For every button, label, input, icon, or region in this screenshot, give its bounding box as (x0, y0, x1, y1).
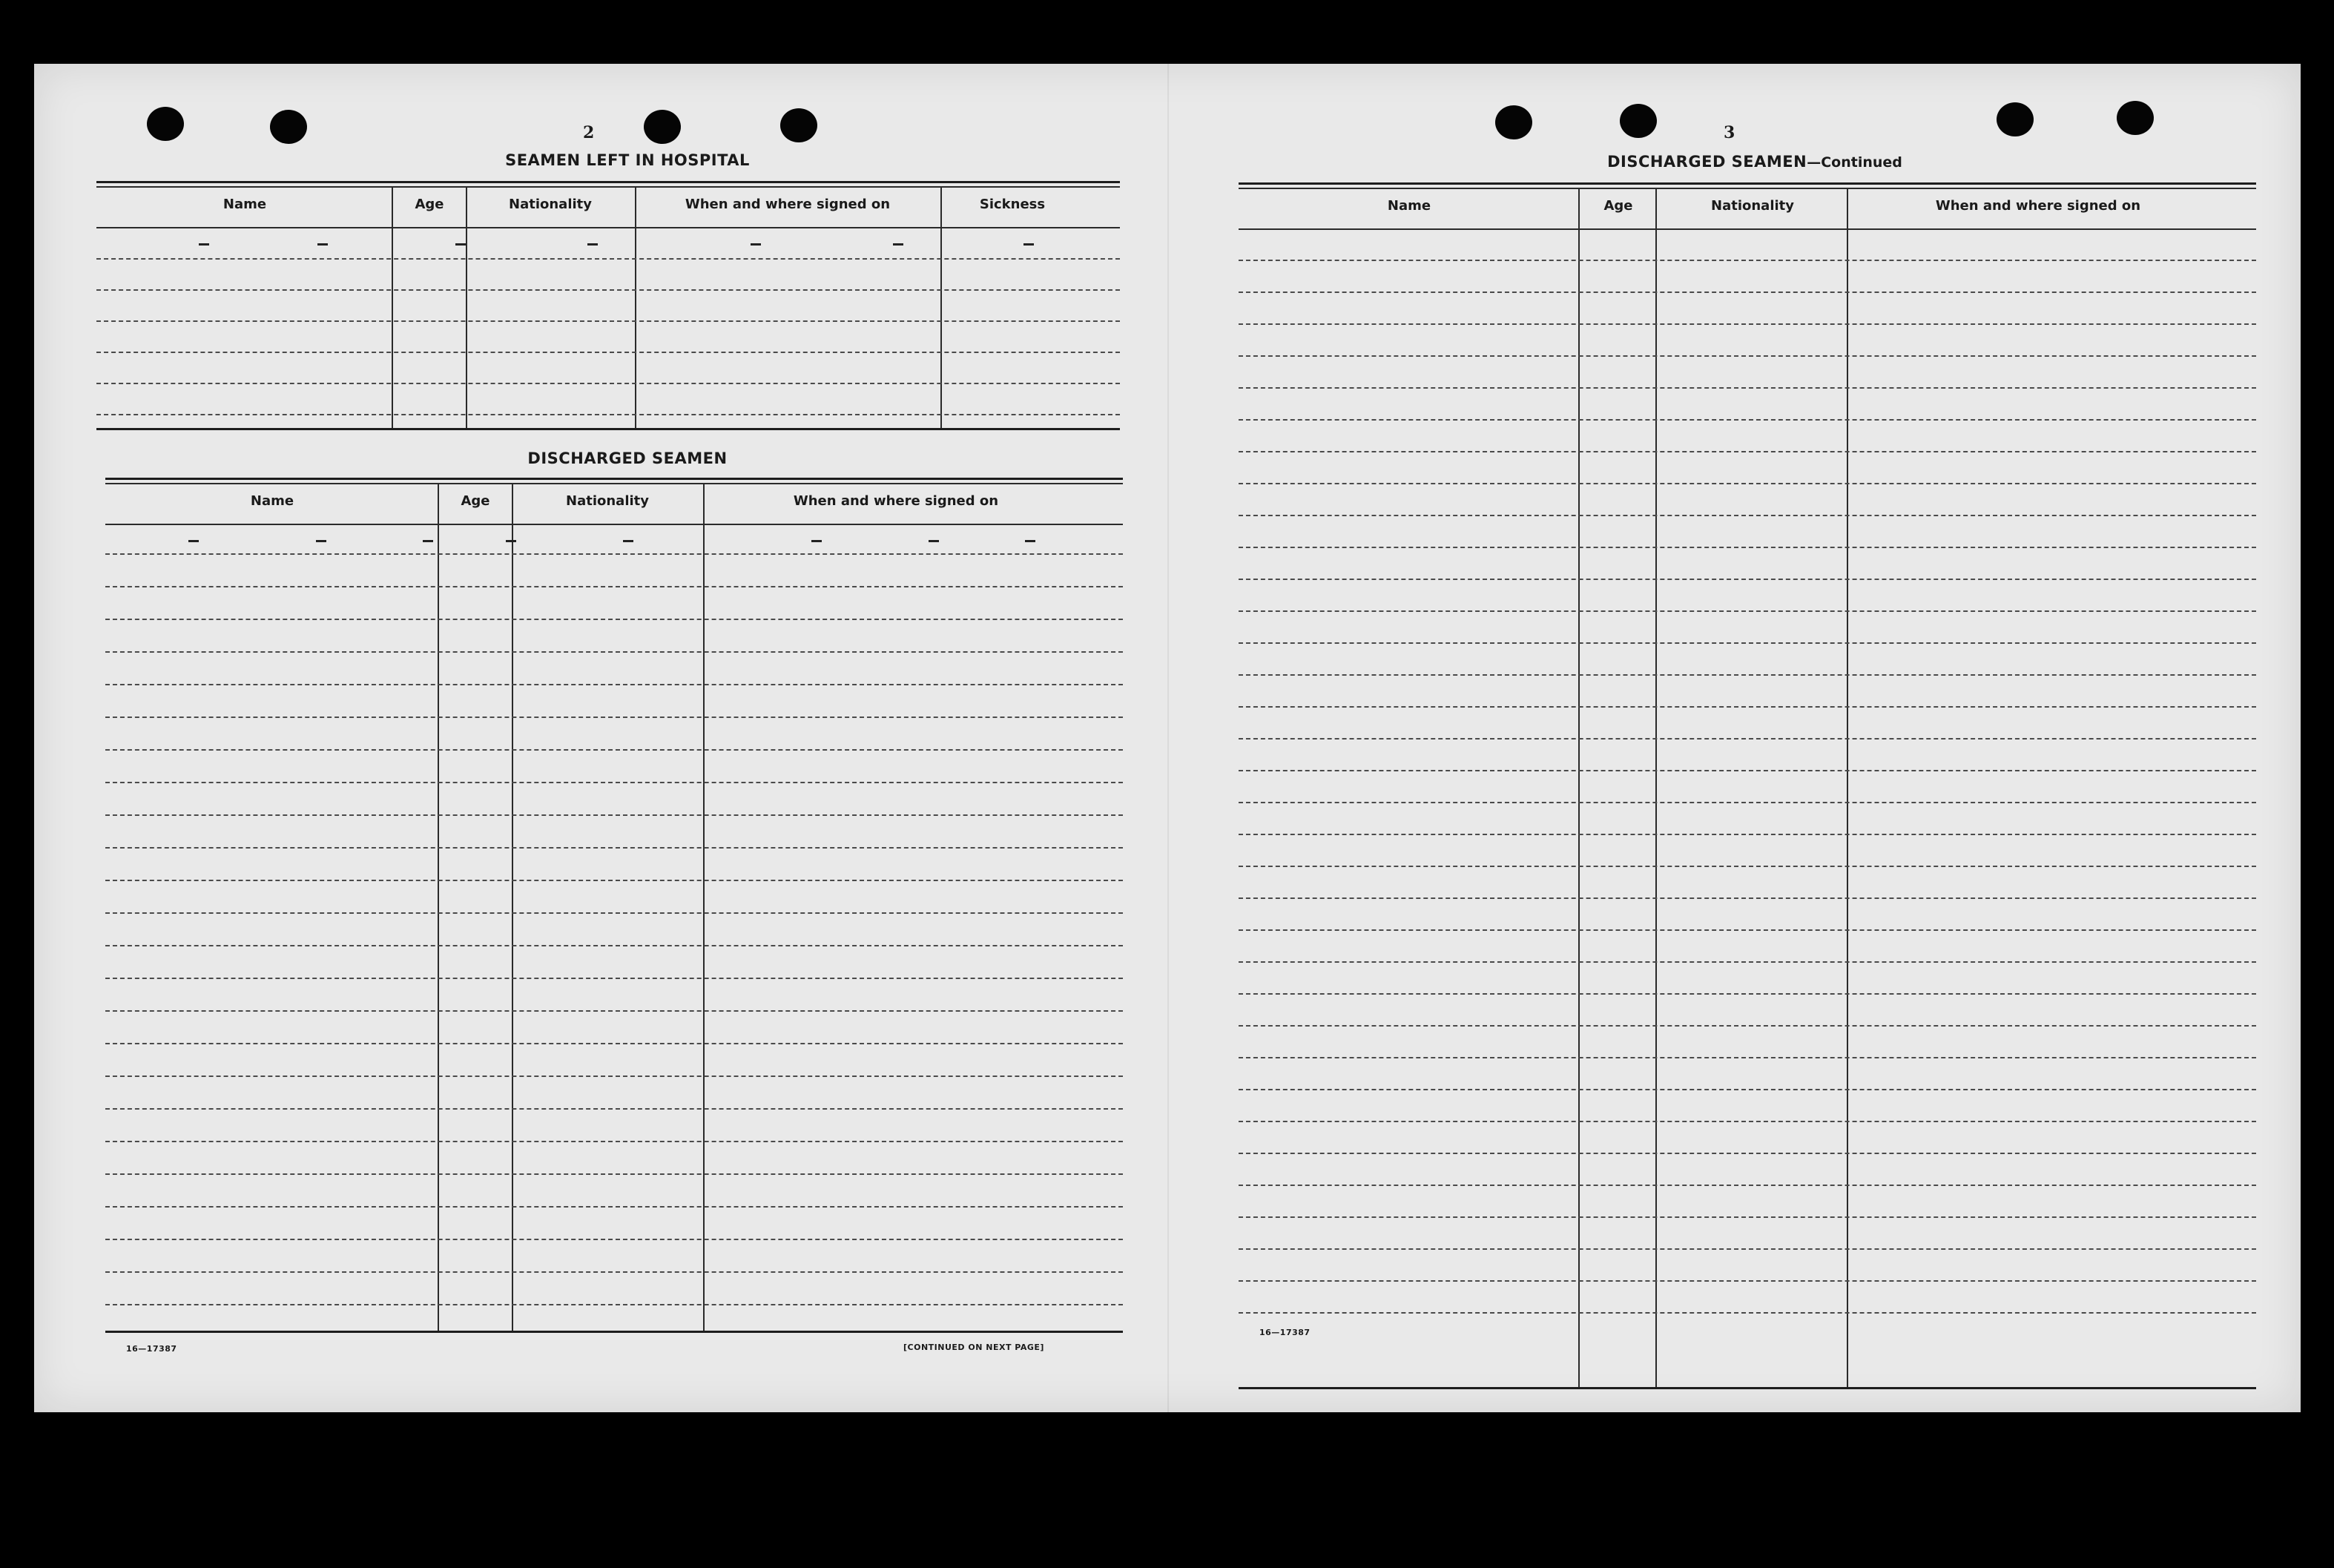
table-row (105, 1141, 1123, 1142)
table-row (1239, 1089, 2256, 1090)
page-fold (1167, 64, 1169, 1412)
table-row (1239, 802, 2256, 803)
hospital-header-signed-on: When and where signed on (685, 196, 891, 212)
table-row (105, 1075, 1123, 1077)
table-row (105, 1010, 1123, 1012)
table-row (105, 978, 1123, 979)
table-row (105, 586, 1123, 587)
table-row (1239, 1312, 2256, 1314)
table-row (1239, 929, 2256, 931)
ditto-mark (188, 540, 199, 542)
discharged-continued-title-main: DISCHARGED SEAMEN (1607, 153, 1807, 171)
discharged-section-title: DISCHARGED SEAMEN (527, 449, 728, 467)
table-row (105, 684, 1123, 685)
continued-header-name: Name (1387, 197, 1431, 214)
table-row (105, 912, 1123, 914)
ditto-mark (506, 540, 516, 542)
ditto-mark (317, 243, 328, 246)
punch-hole (1495, 105, 1532, 139)
ditto-mark (811, 540, 822, 542)
discharged-continued-title (1517, 153, 1992, 171)
table-row (105, 1304, 1123, 1305)
table-row (96, 383, 1120, 384)
table-row (1239, 993, 2256, 995)
table-row (1239, 738, 2256, 739)
continued-header-signed-on: When and where signed on (1935, 197, 2141, 214)
ditto-mark (893, 243, 903, 246)
document-sheet (34, 64, 2301, 1412)
table-row (96, 289, 1120, 291)
table-row (1239, 770, 2256, 771)
table-row (1239, 1057, 2256, 1058)
table-row (105, 1239, 1123, 1240)
ditto-mark (455, 243, 466, 246)
table-row (105, 847, 1123, 849)
continued-header-nationality: Nationality (1711, 197, 1794, 214)
table-row (96, 352, 1120, 353)
table-row (1239, 547, 2256, 548)
table-row (105, 749, 1123, 751)
ditto-mark (423, 540, 433, 542)
table-row (105, 782, 1123, 783)
ditto-mark (199, 243, 209, 246)
table-row (1239, 897, 2256, 899)
ditto-mark (1025, 540, 1035, 542)
table-row (1239, 1025, 2256, 1027)
table-row (1239, 451, 2256, 452)
punch-hole (147, 107, 184, 141)
table-row (105, 651, 1123, 653)
punch-hole (1997, 102, 2034, 136)
ditto-mark (587, 243, 598, 246)
table-row (1239, 706, 2256, 708)
punch-hole (1620, 104, 1657, 138)
table-row (96, 414, 1120, 415)
hospital-header-nationality: Nationality (509, 196, 592, 212)
discharged-header-age: Age (461, 493, 490, 509)
table-row (105, 1108, 1123, 1110)
table-row (1239, 1216, 2256, 1218)
table-row (105, 814, 1123, 816)
table-row (1239, 961, 2256, 963)
page-number-right: 3 (1724, 123, 1735, 142)
table-row (105, 1271, 1123, 1273)
table-row (1239, 355, 2256, 357)
table-row (105, 553, 1123, 555)
ditto-mark (623, 540, 633, 542)
table-row (1239, 291, 2256, 293)
table-row (1239, 1185, 2256, 1186)
punch-hole (780, 108, 817, 142)
hospital-header-age: Age (415, 196, 444, 212)
continued-header-age: Age (1603, 197, 1633, 214)
table-row (1239, 1248, 2256, 1250)
discharged-header-nationality: Nationality (566, 493, 649, 509)
form-number-left: 16—17387 (126, 1344, 177, 1354)
table-row (1239, 610, 2256, 612)
table-row (1239, 419, 2256, 421)
table-row (96, 258, 1120, 260)
page-number-left: 2 (583, 123, 595, 142)
discharged-header-name: Name (250, 493, 294, 509)
table-row (1239, 323, 2256, 325)
table-row (1239, 1121, 2256, 1122)
table-row (105, 880, 1123, 881)
table-row (1239, 483, 2256, 484)
hospital-table (96, 181, 1120, 432)
table-row (1239, 1153, 2256, 1154)
ditto-mark (929, 540, 939, 542)
table-row (1239, 579, 2256, 580)
table-row (1239, 674, 2256, 676)
continued-note: [CONTINUED ON NEXT PAGE] (903, 1343, 1044, 1352)
table-row (105, 619, 1123, 620)
hospital-header-name: Name (222, 196, 267, 212)
table-row (1239, 866, 2256, 867)
punch-hole (270, 110, 307, 144)
discharged-header-signed-on: When and where signed on (793, 493, 999, 509)
ditto-mark (751, 243, 761, 246)
table-row (105, 945, 1123, 946)
discharged-continued-table (1239, 182, 2256, 1391)
hospital-header-sickness: Sickness (979, 196, 1046, 212)
table-row (105, 1043, 1123, 1044)
hospital-section-title: SEAMEN LEFT IN HOSPITAL (505, 151, 750, 169)
table-row (105, 717, 1123, 718)
table-row (1239, 1280, 2256, 1282)
form-number-right: 16—17387 (1259, 1328, 1311, 1337)
table-row (1239, 834, 2256, 835)
discharged-table (105, 478, 1123, 1394)
table-row (1239, 642, 2256, 644)
table-row (105, 1173, 1123, 1175)
table-row (96, 320, 1120, 322)
table-row (105, 1206, 1123, 1208)
punch-hole (644, 110, 681, 144)
ditto-mark (1023, 243, 1034, 246)
ditto-mark (316, 540, 326, 542)
table-row (1239, 260, 2256, 261)
discharged-continued-title-cont: —Continued (1807, 154, 1902, 171)
table-row (1239, 387, 2256, 389)
punch-hole (2117, 101, 2154, 135)
table-row (1239, 515, 2256, 516)
